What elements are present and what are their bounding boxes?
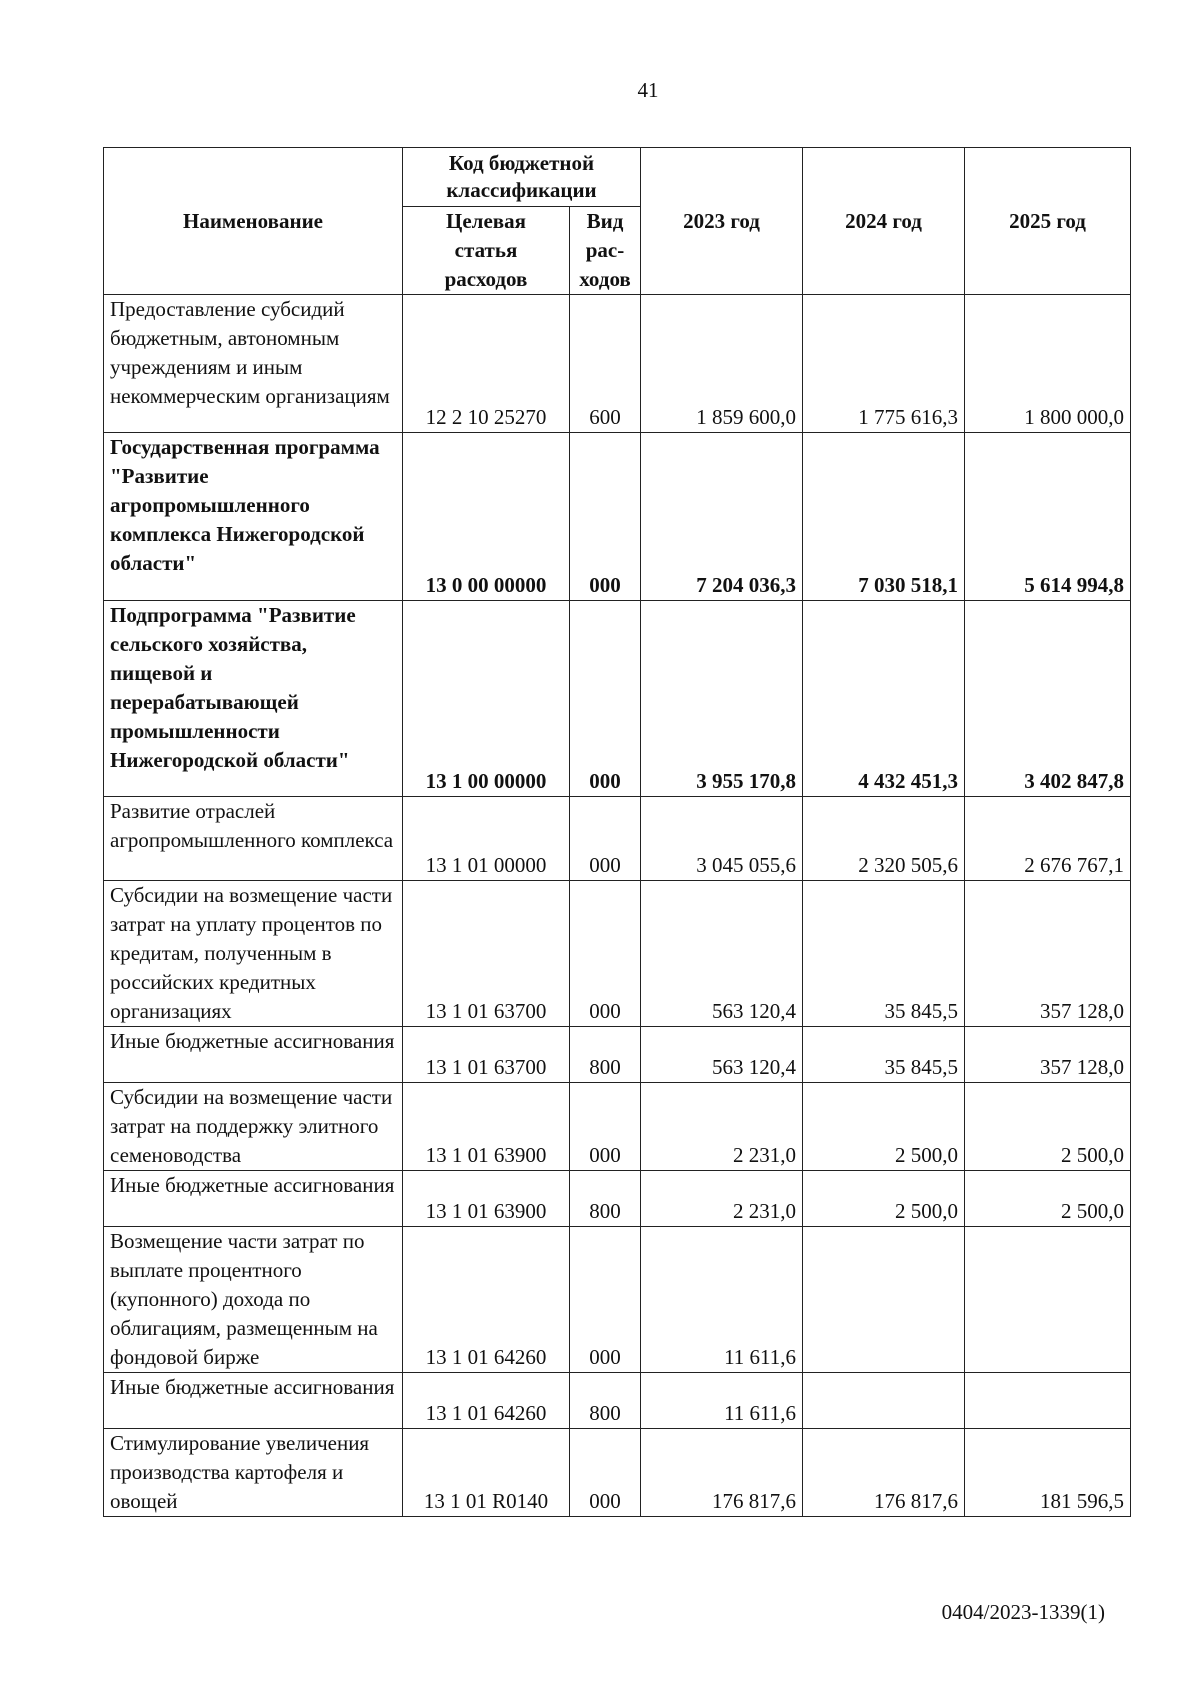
row-amount-2025: 3 402 847,8 [965,601,1131,797]
row-name: Иные бюджетные ассигнования [104,1171,403,1227]
header-year-2025: 2025 год [965,148,1131,295]
row-expense-type: 600 [570,295,641,433]
row-amount-2024: 7 030 518,1 [803,433,965,601]
table-row [104,797,1131,881]
row-amount-2024 [803,1373,965,1429]
row-name: Развитие отраслей агропромышленного комплекса [104,797,403,881]
row-amount-2024: 35 845,5 [803,881,965,1027]
row-expense-type: 000 [570,1429,641,1517]
row-amount-2025: 2 676 767,1 [965,797,1131,881]
row-target-code: 13 0 00 00000 [403,433,570,601]
row-amount-2024: 4 432 451,3 [803,601,965,797]
row-amount-2023: 7 204 036,3 [641,433,803,601]
row-expense-type: 000 [570,601,641,797]
row-amount-2023: 2 231,0 [641,1171,803,1227]
row-amount-2023: 1 859 600,0 [641,295,803,433]
table-row [104,1429,1131,1517]
row-amount-2025 [965,1227,1131,1373]
table-row [104,881,1131,1027]
header-expense-type: Вид рас-ходов [570,207,641,295]
row-amount-2024 [803,1227,965,1373]
table-row [104,1373,1131,1429]
document-number: 0404/2023-1339(1) [941,1600,1105,1624]
page-number: 41 [637,78,659,102]
row-amount-2024: 1 775 616,3 [803,295,965,433]
row-name: Субсидии на возмещение части затрат на уплату процентов по кредитам, полученным в российских кредитных организациях [104,881,403,1027]
row-amount-2024: 2 500,0 [803,1171,965,1227]
row-expense-type: 800 [570,1373,641,1429]
row-name: Предоставление субсидий бюджетным, автономным учреждениям и иным некоммерческим организациям [104,295,403,433]
row-name: Стимулирование увеличения производства картофеля и овощей [104,1429,403,1517]
table-row [104,1027,1131,1083]
row-target-code: 13 1 01 63900 [403,1083,570,1171]
row-amount-2024: 35 845,5 [803,1027,965,1083]
row-target-code: 13 1 01 64260 [403,1227,570,1373]
row-target-code: 13 1 00 00000 [403,601,570,797]
table-row [104,1227,1131,1373]
row-target-code: 12 2 10 25270 [403,295,570,433]
row-target-code: 13 1 01 64260 [403,1373,570,1429]
header-year-2024: 2024 год [803,148,965,295]
row-name: Иные бюджетные ассигнования [104,1373,403,1429]
row-amount-2025: 2 500,0 [965,1171,1131,1227]
row-amount-2023: 3 045 055,6 [641,797,803,881]
table-row [104,601,1131,797]
budget-table [103,147,1131,1517]
row-expense-type: 000 [570,797,641,881]
row-expense-type: 000 [570,1083,641,1171]
row-amount-2025: 2 500,0 [965,1083,1131,1171]
table-row [104,1171,1131,1227]
row-target-code: 13 1 01 63700 [403,881,570,1027]
table-row [104,433,1131,601]
table-row [104,295,1131,433]
row-amount-2024: 2 500,0 [803,1083,965,1171]
row-amount-2023: 3 955 170,8 [641,601,803,797]
row-name: Государственная программа "Развитие агропромышленного комплекса Нижегородской области" [104,433,403,601]
row-expense-type: 800 [570,1027,641,1083]
row-expense-type: 000 [570,881,641,1027]
header-classification: Код бюджетной классификации [403,148,641,207]
row-amount-2023: 563 120,4 [641,881,803,1027]
row-amount-2024: 176 817,6 [803,1429,965,1517]
row-amount-2025 [965,1373,1131,1429]
row-target-code: 13 1 01 63700 [403,1027,570,1083]
row-amount-2023: 176 817,6 [641,1429,803,1517]
row-name: Подпрограмма "Развитие сельского хозяйства, пищевой и перерабатывающей промышленности Нижегородской области" [104,601,403,797]
row-target-code: 13 1 01 R0140 [403,1429,570,1517]
row-amount-2025: 5 614 994,8 [965,433,1131,601]
row-expense-type: 000 [570,433,641,601]
row-amount-2025: 357 128,0 [965,1027,1131,1083]
row-amount-2023: 2 231,0 [641,1083,803,1171]
row-name: Иные бюджетные ассигнования [104,1027,403,1083]
header-target-article: Целевая статья расходов [403,207,570,295]
table-body [104,295,1131,1517]
row-expense-type: 000 [570,1227,641,1373]
row-amount-2023: 563 120,4 [641,1027,803,1083]
row-amount-2023: 11 611,6 [641,1227,803,1373]
row-amount-2024: 2 320 505,6 [803,797,965,881]
row-target-code: 13 1 01 63900 [403,1171,570,1227]
header-year-2023: 2023 год [641,148,803,295]
row-amount-2025: 1 800 000,0 [965,295,1131,433]
table-row [104,1083,1131,1171]
row-expense-type: 800 [570,1171,641,1227]
row-target-code: 13 1 01 00000 [403,797,570,881]
header-name: Наименование [104,148,403,295]
row-amount-2023: 11 611,6 [641,1373,803,1429]
row-name: Возмещение части затрат по выплате процентного (купонного) дохода по облигациям, размещенным на фондовой бирже [104,1227,403,1373]
row-name: Субсидии на возмещение части затрат на поддержку элитного семеноводства [104,1083,403,1171]
row-amount-2025: 357 128,0 [965,881,1131,1027]
row-amount-2025: 181 596,5 [965,1429,1131,1517]
